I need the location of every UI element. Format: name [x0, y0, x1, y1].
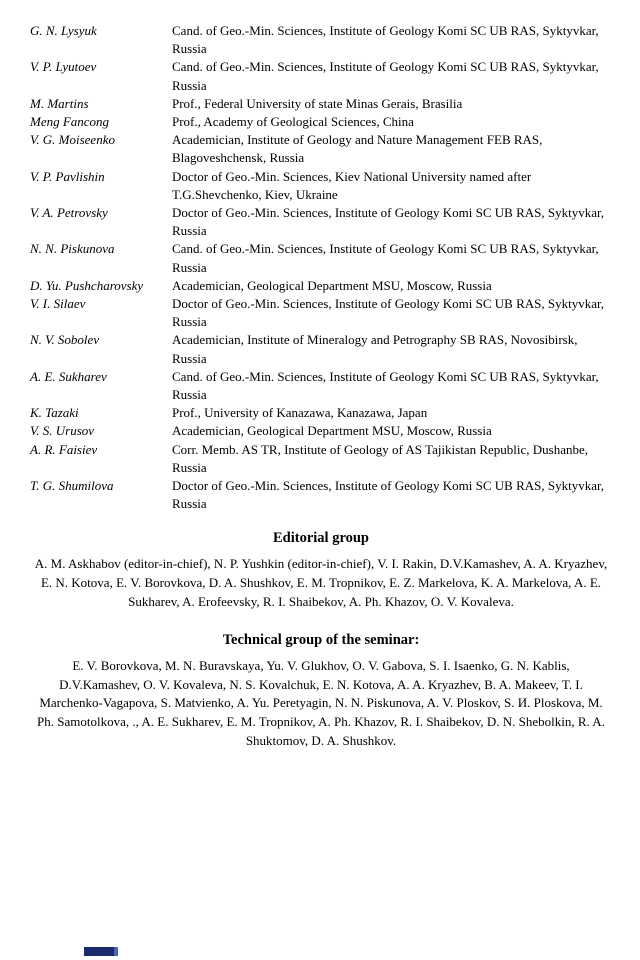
member-name: A. R. Faisiev — [30, 441, 98, 457]
member-name: V. P. Lyutoev — [30, 59, 97, 75]
technical-group-heading: Technical group of the seminar: — [222, 632, 420, 649]
member-affiliation: Academician, Geological Department MSU, Moscow, Russia — [172, 423, 492, 439]
member-affiliation: Doctor of Geo.-Min. Sciences, Institute of Geology Komi SC UB RAS, Syktyvkar, Russia — [172, 205, 605, 239]
member-affiliation: Prof., Federal University of state Minas Gerais, Brasilia — [172, 95, 463, 111]
member-name: V. I. Silaev — [30, 296, 86, 312]
editorial-group-text: A. M. Askhabov (editor-in-chief), N. P. Yushkin (editor-in-chief), V. I. Rakin, D.V.Kamashev, A. A. Kryazhev, E. N. Kotova, E. V. Borovkova, D. A. Shushkov, E. M. Tropnikov, E. Z. Markelova, K. A. Markelova, A. E. Sukharev, A. Erofeevsky, R. I. Shaibekov, A. Ph. Khazov, O. V. Kovaleva. — [34, 556, 608, 609]
member-affiliation: Academician, Geological Department MSU, Moscow, Russia — [172, 277, 492, 293]
member-affiliation: Prof., University of Kanazawa, Kanazawa, Japan — [172, 405, 428, 421]
member-name: V. A. Petrovsky — [30, 205, 108, 221]
technical-group-text: E. V. Borovkova, M. N. Buravskaya, Yu. V. Glukhov, O. V. Gabova, S. I. Isaenko, G. N. Kablis, D.V.Kamashev, O. V. Kovaleva, N. S. Kovalchuk, E. N. Kotova, A. A. Kryazhev, B. A. Makeev, T. I. Marchenko-Vagapova, S. Matvienko, A. Yu. Peretyagin, N. N. Piskunova, A. V. Ploskov, S. И. Ploskova, M. Ph. Samotolkova, ., A. E. Sukharev, E. M. Tropnikov, A. Ph. Khazov, R. I. Shaibekov, D. N. Shebolkin, R. A. Shuktomov, D. A. Shushkov. — [37, 658, 605, 748]
member-affiliation: Academician, Institute of Geology and Nature Management FEB RAS, Blagoveshchensk, Russia — [172, 132, 543, 166]
member-name: V. P. Pavlishin — [30, 168, 105, 184]
member-affiliation: Prof., Academy of Geological Sciences, China — [172, 114, 414, 130]
member-name: Meng Fancong — [30, 114, 110, 130]
editorial-group-heading: Editorial group — [272, 530, 369, 547]
member-name: A. E. Sukharev — [30, 368, 107, 384]
member-name: N. N. Piskunova — [30, 241, 115, 257]
member-affiliation: Doctor of Geo.-Min. Sciences, Institute of Geology Komi SC UB RAS, Syktyvkar, Russia — [172, 296, 605, 330]
horizontal-scrollbar-thumb[interactable] — [84, 947, 118, 956]
member-affiliation: Cand. of Geo.-Min. Sciences, Institute of Geology Komi SC UB RAS, Syktyvkar, Russia — [172, 23, 599, 57]
member-name: K. Tazaki — [30, 405, 79, 421]
member-affiliation: Cand. of Geo.-Min. Sciences, Institute of Geology Komi SC UB RAS, Syktyvkar, Russia — [172, 59, 599, 93]
member-affiliation: Cand. of Geo.-Min. Sciences, Institute of Geology Komi SC UB RAS, Syktyvkar, Russia — [172, 241, 599, 275]
member-name: V. S. Urusov — [30, 423, 95, 439]
committee-list — [30, 22, 612, 513]
member-name: N. V. Sobolev — [30, 332, 100, 348]
member-affiliation: Corr. Memb. AS TR, Institute of Geology of AS Tajikistan Republic, Dushanbe, Russia — [172, 441, 589, 475]
member-affiliation: Academician, Institute of Mineralogy and Petrography SB RAS, Novosibirsk, Russia — [172, 332, 578, 366]
member-name: D. Yu. Pushcharovsky — [30, 277, 144, 293]
member-affiliation: Doctor of Geo.-Min. Sciences, Institute of Geology Komi SC UB RAS, Syktyvkar, Russia — [172, 478, 605, 512]
member-name: M. Martins — [30, 95, 89, 111]
member-affiliation: Doctor of Geo.-Min. Sciences, Kiev National University named after T.G.Shevchenko, Kiev, Ukraine — [172, 168, 532, 202]
member-name: V. G. Moiseenko — [30, 132, 115, 148]
member-affiliation: Cand. of Geo.-Min. Sciences, Institute of Geology Komi SC UB RAS, Syktyvkar, Russia — [172, 368, 599, 403]
member-name: T. G. Shumilova — [30, 478, 114, 494]
member-name: G. N. Lysyuk — [30, 23, 97, 38]
